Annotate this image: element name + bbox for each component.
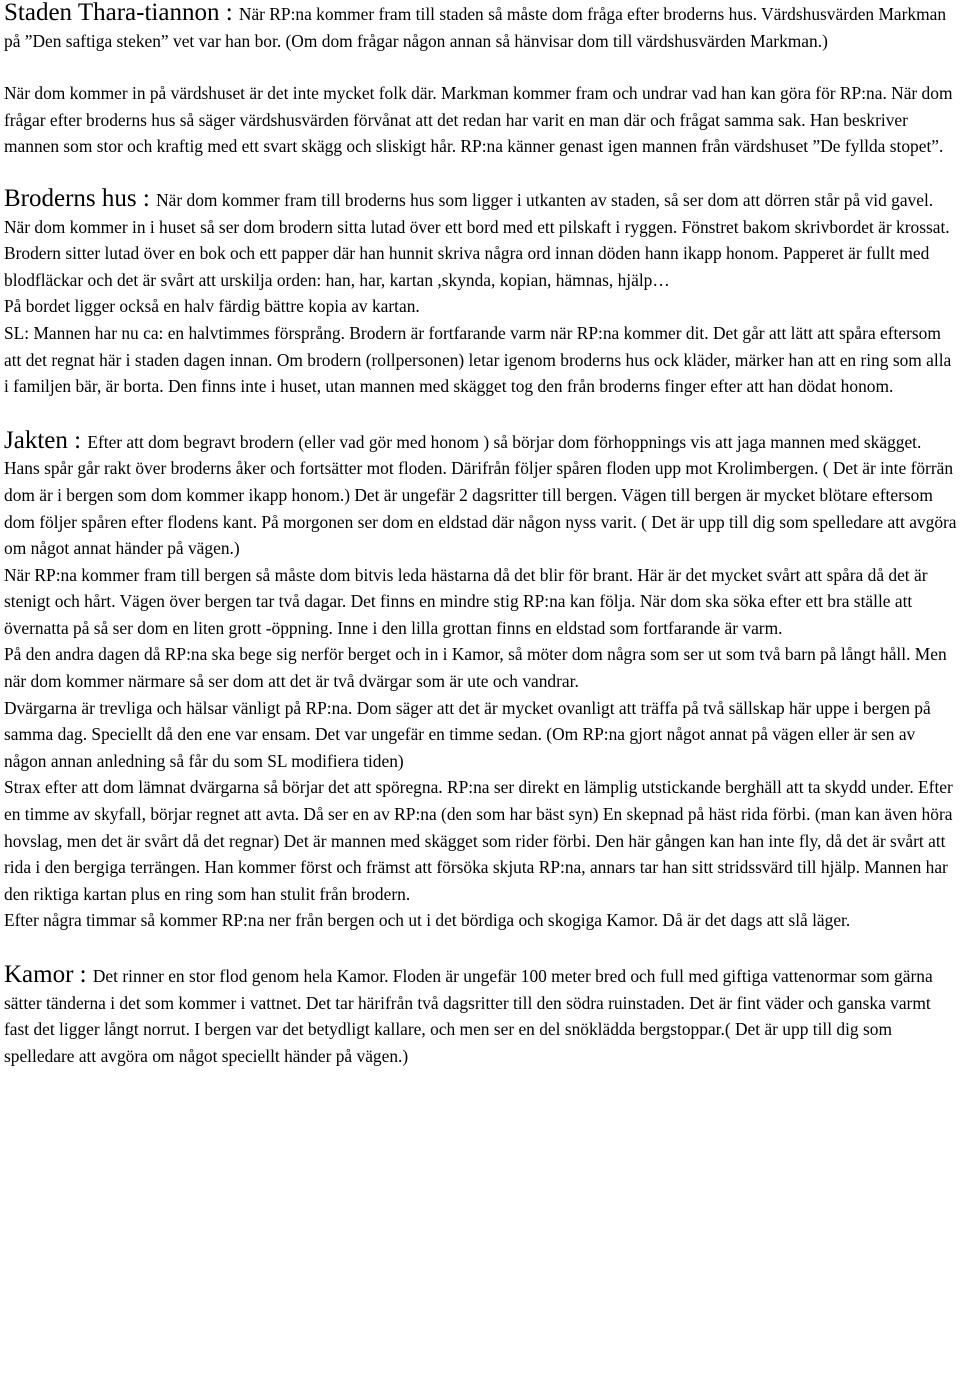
paragraph bbox=[4, 428, 958, 562]
paragraph bbox=[4, 186, 958, 293]
paragraph: SL: Mannen har nu ca: en halvtimmes försprång. Brodern är fortfarande varm när RP:na kommer dit. Det går att lätt att spåra eftersom att det regnat här i staden dagen innan. Om brodern (rollpersonen) letar igenom broderns hus ock kläder, märker han att en ring som alla i familjen bär, är borta. Den finns inte i huset, utan mannen med skägget tog den från broderns finger efter att han dödat honom. bbox=[4, 322, 952, 397]
paragraph: På den andra dagen då RP:na ska bege sig nerför berget och in i Kamor, så möter dom några som ser ut som två barn på långt håll. Men när dom kommer närmare så ser dom att det är två dvärgar som är ute och vandrar. bbox=[4, 644, 947, 692]
paragraph-text: När dom kommer fram till broderns hus som ligger i utkanten av staden, så ser dom att dörren står på vid gavel. När dom kommer in i huset så ser dom brodern sitta lutad över ett bord med ett pilskaft i ryggen. Fönstret bakom skrivbordet är krossat. Brodern sitter lutad över en bok och ett papper där han hunnit skriva några ord innan döden hann ikapp honom. Papperet är fullt med blodfläckar och det är svårt att urskilja orden: han, har, kartan ,skynda, kopian, hämnas, hjälp… bbox=[4, 189, 950, 290]
section-jakten bbox=[4, 428, 958, 934]
section-heading: Broderns hus : bbox=[4, 184, 157, 212]
paragraph bbox=[4, 962, 958, 1069]
paragraph: På bordet ligger också en halv färdig bättre kopia av kartan. bbox=[4, 296, 420, 317]
section-staden bbox=[4, 0, 958, 160]
paragraph-gap bbox=[4, 54, 958, 80]
paragraph-text: Efter att dom begravt brodern (eller vad gör med honom ) så börjar dom förhoppnings vis att jaga mannen med skägget. Hans spår går rakt över broderns åker och fortsätter mot floden. Därifrån följer spåren floden upp mot Krolimbergen. ( Det är inte förrän dom är i bergen som dom kommer ikapp honom.) Det är ungefär 2 dagsritter till bergen. Vägen till bergen är mycket blötare eftersom dom följer spåren efter flodens kant. På morgonen ser dom en eldstad där någon nyss varit. ( Det är upp till dig som spelledare att avgöra om något annat händer på vägen.) bbox=[4, 431, 957, 559]
paragraph bbox=[4, 0, 958, 54]
paragraph: Dvärgarna är trevliga och hälsar vänligt på RP:na. Dom säger att det är mycket ovanligt att träffa på två sällskap här uppe i bergen på samma dag. Speciellt då den ene var ensam. Det var ungefär en timme sedan. (Om RP:na gjort något annat på vägen eller är sen av någon annan anledning så får du som SL modifiera tiden) bbox=[4, 697, 931, 771]
section-broderns-hus bbox=[4, 186, 958, 400]
section-heading: Staden Thara-tiannon : bbox=[4, 0, 239, 26]
paragraph: Efter några timmar så kommer RP:na ner från bergen och ut i det bördiga och skogiga Kamor. Då är det dags att slå läger. bbox=[4, 910, 851, 931]
section-heading: Jakten : bbox=[4, 426, 88, 454]
paragraph: Strax efter att dom lämnat dvärgarna så börjar det att spöregna. RP:na ser direkt en lämplig utstickande berghäll att ta skydd under. Efter en timme av skyfall, börjar regnet att avta. Då ser en av RP:na (den som har bäst syn) En skepnad på häst rida förbi. (man kan även höra hovslag, men det är svårt då det regnar) Det är mannen med skägget som rider förbi. Den här gången kan han inte fly, då det är svårt att rida i den bergiga terrängen. Han kommer först och främst att försöka skjuta RP:na, annars tar han sitt stridssvärd till hjälp. Mannen har den riktiga kartan plus en ring som han stulit från brodern. bbox=[4, 777, 953, 904]
section-kamor bbox=[4, 962, 958, 1069]
section-heading: Kamor : bbox=[4, 961, 93, 988]
paragraph-text: När RP:na kommer fram till staden så måste dom fråga efter broderns hus. Värdshusvärden Markman på ”Den saftiga steken” vet var han bor. (Om dom frågar någon annan så hänvisar dom till värdshusvärden Markman.) bbox=[4, 4, 947, 51]
paragraph-text: Det rinner en stor flod genom hela Kamor. Floden är ungefär 100 meter bred och full med giftiga vattenormar som gärna sätter tänderna i det som kommer i vattnet. Det tar härifrån två dagsritter till den södra ruinstaden. Det är fint väder och ganska varmt fast det ligger långt norrut. I bergen var det betydligt kallare, och men ser en del snöklädda bergstoppar.( Det är upp till dig som spelledare att avgöra om något speciellt händer på vägen.) bbox=[4, 966, 933, 1066]
paragraph: När RP:na kommer fram till bergen så måste dom bitvis leda hästarna då det blir för brant. Här är det mycket svårt att spåra då det är stenigt och hårt. Vägen över bergen tar två dagar. Det finns en mindre stig RP:na kan följa. När dom ska söka efter ett bra ställe att övernatta på så ser dom en liten grott -öppning. Inne i den lilla grottan finns en eldstad som fortfarande är varm. bbox=[4, 564, 928, 638]
paragraph: När dom kommer in på värdshuset är det inte mycket folk där. Markman kommer fram och undrar vad han kan göra för RP:na. När dom frågar efter broderns hus så säger värdshusvärden förvånat att det redan har varit en man där och frågat samma sak. Han beskriver mannen som stor och kraftig med ett svart skägg och sliskigt hår. RP:na känner genast igen mannen från värdshuset ”De fyllda stopet”. bbox=[4, 83, 953, 157]
